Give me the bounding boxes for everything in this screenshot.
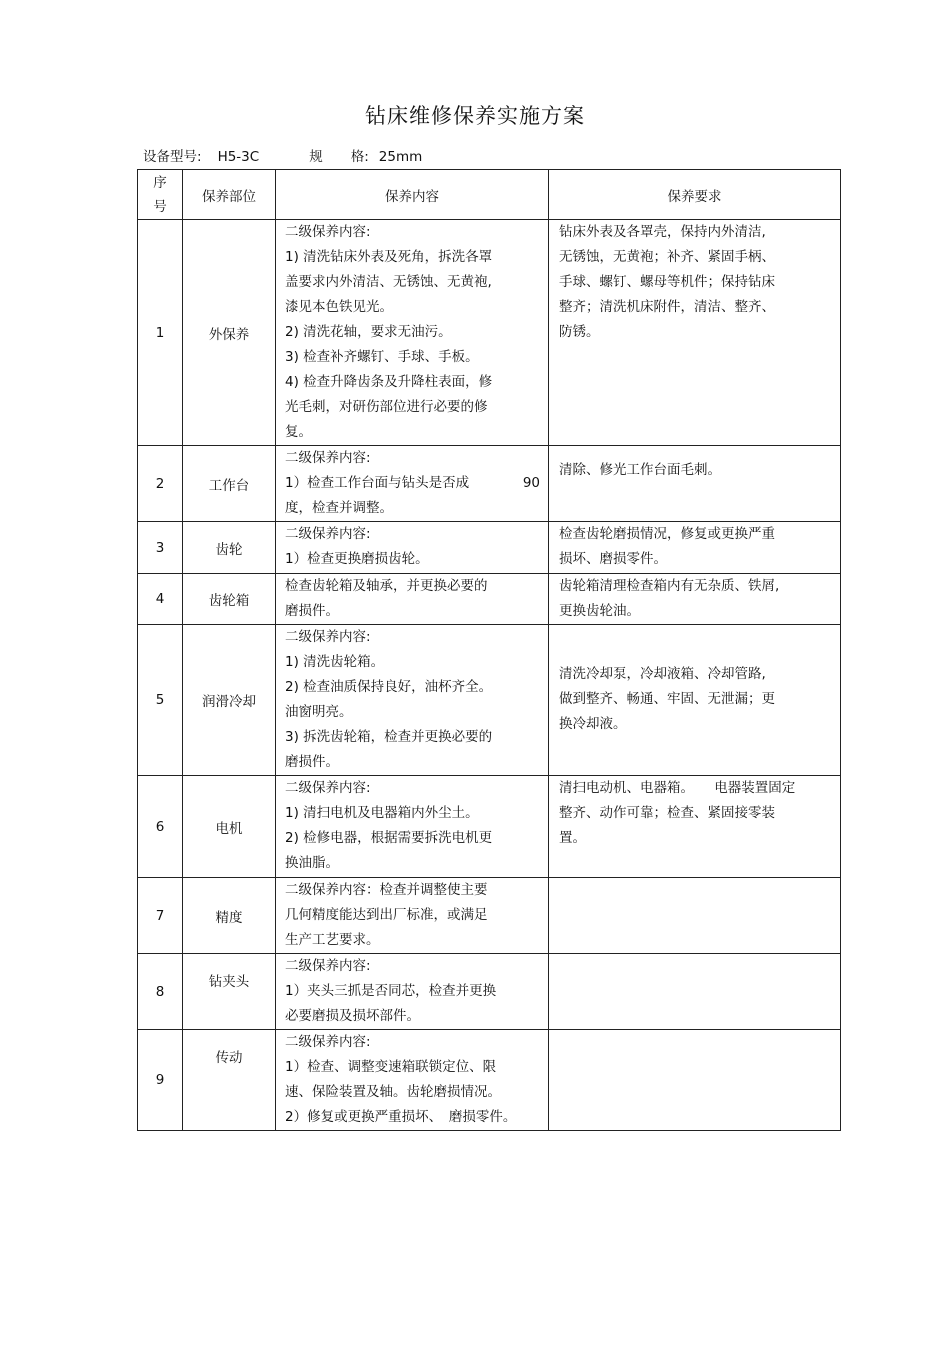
model-label: 设备型号:: [143, 149, 202, 165]
row-part: 电机: [183, 776, 276, 878]
row-requirement: 清洗冷却泵，冷却液箱、冷却管路, 做到整齐、畅通、牢固、无泄漏；更 换冷却液。: [549, 625, 841, 776]
header-requirement: 保养要求: [549, 170, 841, 220]
row-requirement: 齿轮箱清理检查箱内有无杂质、铁屑, 更换齿轮油。: [549, 574, 841, 625]
table-row: [138, 522, 841, 574]
row-part: 精度: [183, 878, 276, 954]
row-number: 5: [138, 625, 183, 776]
row-number: 4: [138, 574, 183, 625]
row-part: 齿轮箱: [183, 574, 276, 625]
spec-label-a: 规: [309, 149, 323, 165]
spec-value: 25mm: [378, 149, 423, 165]
table-row: [138, 776, 841, 878]
row-part: 工作台: [183, 446, 276, 522]
table-row: [138, 878, 841, 954]
row-content: 二级保养内容: 1) 清洗钻床外表及死角，拆洗各罩 盖要求内外清洁、无锈蚀、无黄袍, 漆见本色铁见光。 2) 清洗花轴，要求无油污。 3) 检查补齐螺钉、手球、手板。 4) 检查升降齿条及升降柱表面，修 光毛刺，对研伤部位进行必要的修 复。: [276, 220, 549, 446]
row-number: 3: [138, 522, 183, 574]
row-content: 二级保养内容: 1) 清洗齿轮箱。 2) 检查油质保持良好，油杯齐全。 油窗明亮。 3) 拆洗齿轮箱，检查并更换必要的 磨损件。: [276, 625, 549, 776]
table-header-row: [138, 170, 841, 220]
row-part: 齿轮: [183, 522, 276, 574]
table-row: [138, 625, 841, 776]
row-number: 2: [138, 446, 183, 522]
row-number: 8: [138, 954, 183, 1030]
row-content: 二级保养内容：检查并调整使主要 几何精度能达到出厂标准，或满足 生产工艺要求。: [276, 878, 549, 954]
row-requirement: 检查齿轮磨损情况，修复或更换严重 损坏、磨损零件。: [549, 522, 841, 574]
spec-label-b: 格:: [350, 149, 369, 165]
header-seq-b: 号: [153, 198, 167, 215]
row-part: 外保养: [183, 220, 276, 446]
row-part: 润滑冷却: [183, 625, 276, 776]
table-row: [138, 574, 841, 625]
row-requirement: 钻床外表及各罩壳，保持内外清洁, 无锈蚀，无黄袍；补齐、紧固手柄、 手球、螺钉、螺母等机件；保持钻床 整齐；清洗机床附件，清洁、整齐、 防锈。: [549, 220, 841, 446]
row-number: 1: [138, 220, 183, 446]
row-content: 二级保养内容: 1) 清扫电机及电器箱内外尘土。 2) 检修电器，根据需要拆洗电机更 换油脂。: [276, 776, 549, 878]
header-content: 保养内容: [276, 170, 549, 220]
row-requirement-empty: [549, 1030, 841, 1131]
header-part: 保养部位: [183, 170, 276, 220]
table-row: [138, 954, 841, 1030]
table-row: [138, 446, 841, 522]
row-number: 6: [138, 776, 183, 878]
row-requirement-empty: [549, 954, 841, 1030]
row-content: 检查齿轮箱及轴承，并更换必要的 磨损件。: [276, 574, 549, 625]
model-value: H5-3C: [217, 149, 260, 165]
row-content: 二级保养内容: 1）夹头三抓是否同芯，检查并更换 必要磨损及损坏部件。: [276, 954, 549, 1030]
row-content: 二级保养内容: 1）检查、调整变速箱联锁定位、限 速、保险装置及轴。齿轮磨损情况。 2）修复或更换严重损坏、 磨损零件。: [276, 1030, 549, 1131]
table-row: [138, 1030, 841, 1131]
row-content: 二级保养内容: 1）检查工作台面与钻头是否成 90 度，检查并调整。: [276, 446, 549, 522]
table-row: [138, 220, 841, 446]
header-seq-a: 序: [153, 174, 167, 191]
row-part: 钻夹头: [183, 954, 276, 1030]
page-title: 钻床维修保养实施方案: [365, 104, 585, 128]
row-requirement-empty: [549, 878, 841, 954]
row-content: 二级保养内容: 1）检查更换磨损齿轮。: [276, 522, 549, 574]
header-seq: [138, 170, 183, 220]
row-number: 9: [138, 1030, 183, 1131]
equipment-meta: [143, 145, 422, 165]
row-part: 传动: [183, 1030, 276, 1131]
maintenance-table: [137, 169, 841, 1131]
row-requirement: 清除、修光工作台面毛刺。: [549, 446, 841, 522]
row-number: 7: [138, 878, 183, 954]
row-requirement: 清扫电动机、电器箱。 电器装置固定 整齐、动作可靠；检查、紧固接零装 置。: [549, 776, 841, 878]
